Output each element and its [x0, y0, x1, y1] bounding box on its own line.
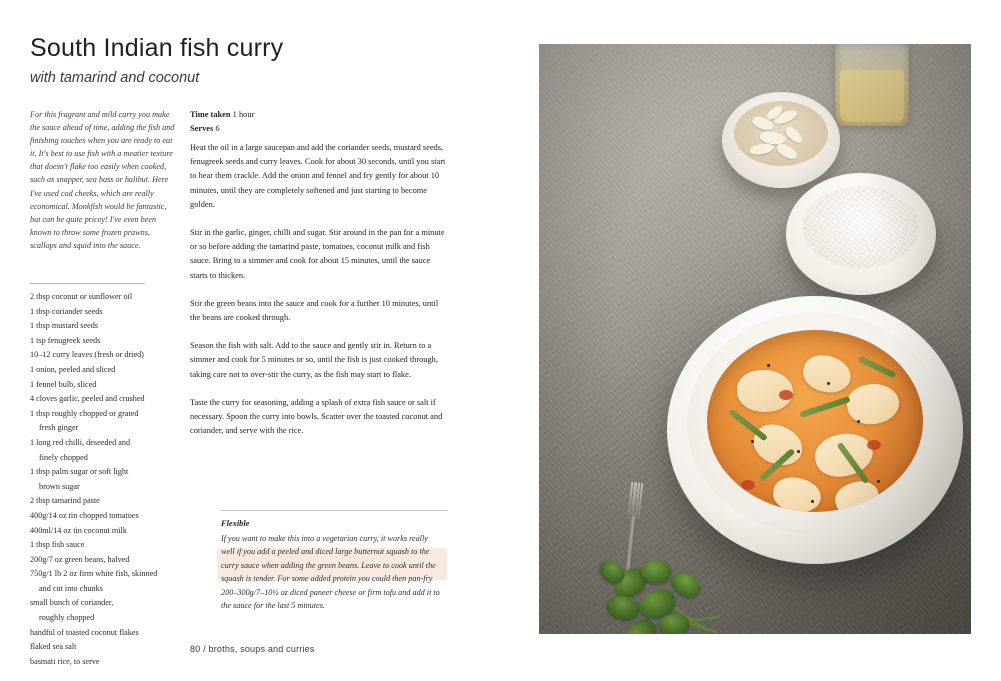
photo-vignette	[539, 44, 971, 634]
method-step: Heat the oil in a large saucepan and add the coriander seeds, mustard seeds, fenugreek seeds and curry leaves. Cook for about 30 seconds, until you start to hear them crackle. Add the onion and fennel and fry gently for about 10 minutes, until they are completely softened and just starting to become golden.	[190, 143, 446, 209]
serves-row	[190, 122, 254, 136]
flexible-note-body: If you want to make this into a vegetarian curry, it works really well if you add a peeled and diced large butternut squash to the curry sauce when adding the green beans. Leave to cook until the squash is tender. For some added protein you could then pan-fry 200–300g/7–10½ oz diced paneer cheese or firm tofu and add it to the sauce for the last 5 minutes.	[221, 534, 440, 611]
ingredient-item: 4 cloves garlic, peeled and crushed	[30, 394, 145, 404]
ingredient-item: 1 long red chilli, deseeded and	[30, 437, 131, 447]
flexible-note	[221, 519, 451, 612]
ingredient-item: 1 tbsp roughly chopped or grated	[30, 408, 139, 418]
page-subtitle: with tamarind and coconut	[30, 70, 200, 86]
ingredient-item: 1 tbsp mustard seeds	[30, 321, 98, 331]
serves-value: 6	[215, 124, 220, 133]
page-folio: 80 / broths, soups and curries	[190, 644, 315, 654]
ingredient-item: flaked sea salt	[30, 642, 77, 652]
method-steps	[190, 141, 448, 452]
ingredient-item: basmati rice, to serve	[30, 656, 100, 666]
ingredient-item: 10–12 curry leaves (fresh or dried)	[30, 350, 144, 360]
ingredient-item: 400g/14 oz tin chopped tomatoes	[30, 510, 139, 520]
page-title: South Indian fish curry	[30, 34, 284, 62]
recipe-photo	[539, 44, 971, 634]
ingredient-item: 750g/1 lb 2 oz firm white fish, skinned	[30, 569, 158, 579]
recipe-meta	[190, 108, 254, 136]
ingredient-item-cont: brown sugar	[39, 481, 80, 491]
method-step: Stir the green beans into the sauce and cook for a further 10 minutes, until the beans are cooked through.	[190, 298, 439, 323]
method-step: Season the fish with salt. Add to the sauce and gently stir in. Return to a simmer and cook for 5 minutes or so, until the fish is just cooked through, taking care not to over-stir the curry, as the fish may start to flake.	[190, 341, 438, 379]
flexible-note-title: Flexible	[221, 519, 250, 528]
ingredient-item: 1 onion, peeled and sliced	[30, 364, 116, 374]
ingredient-item-cont: roughly chopped	[39, 613, 95, 623]
ingredient-item: 1 tsp fenugreek seeds	[30, 335, 101, 345]
intro-paragraph: For this fragrant and mild curry you make the sauce ahead of time, adding the fish and finishing touches when you are ready to eat it. It's best to use fish with a meatier texture that doesn't flake too easily when cooked, such as snapper, sea bass or halibut. Here I've used cod cheeks, which are really economical. Monkfish would be fantastic, but can be quite pricey! I've even been known to throw some frozen prawns, scallops and squid into the sauce.	[30, 110, 175, 250]
time-taken-row	[190, 108, 254, 122]
method-step: Stir in the garlic, ginger, chilli and sugar. Stir around in the pan for a minute or so before adding the tamarind paste, tomatoes, coconut milk and fish sauce. Bring to a simmer and cook for about 15 minutes, until the sauce starts to thicken.	[190, 228, 445, 280]
ingredient-item: 1 tbsp palm sugar or soft light	[30, 467, 129, 477]
ingredient-item-cont: finely chopped	[39, 452, 88, 462]
ingredient-item: 2 tbsp tamarind paste	[30, 496, 100, 506]
time-taken-label: Time taken	[190, 110, 231, 119]
ingredient-item: 1 tbsp coriander seeds	[30, 306, 103, 316]
ingredients-list	[30, 290, 182, 669]
ingredient-item-cont: and cut into chunks	[39, 583, 103, 593]
time-taken-value: 1 hour	[232, 110, 255, 119]
serves-label: Serves	[190, 124, 214, 133]
ingredient-item: 200g/7 oz green beans, halved	[30, 554, 130, 564]
ingredient-item: handful of toasted coconut flakes	[30, 627, 139, 637]
flexible-divider	[221, 510, 448, 511]
ingredients-divider	[30, 283, 145, 284]
ingredient-item: small bunch of coriander,	[30, 598, 114, 608]
ingredient-item-cont: fresh ginger	[39, 423, 79, 433]
method-step: Taste the curry for seasoning, adding a splash of extra fish sauce or salt if necessary. Spoon the curry into bowls. Scatter over the toasted coconut and coriander, and serve with the rice.	[190, 397, 443, 436]
ingredient-item: 2 tbsp coconut or sunflower oil	[30, 292, 133, 301]
ingredient-item: 400ml/14 oz tin coconut milk	[30, 525, 127, 535]
ingredient-item: 1 fennel bulb, sliced	[30, 379, 97, 389]
ingredient-item: 1 tbsp fish sauce	[30, 540, 85, 550]
